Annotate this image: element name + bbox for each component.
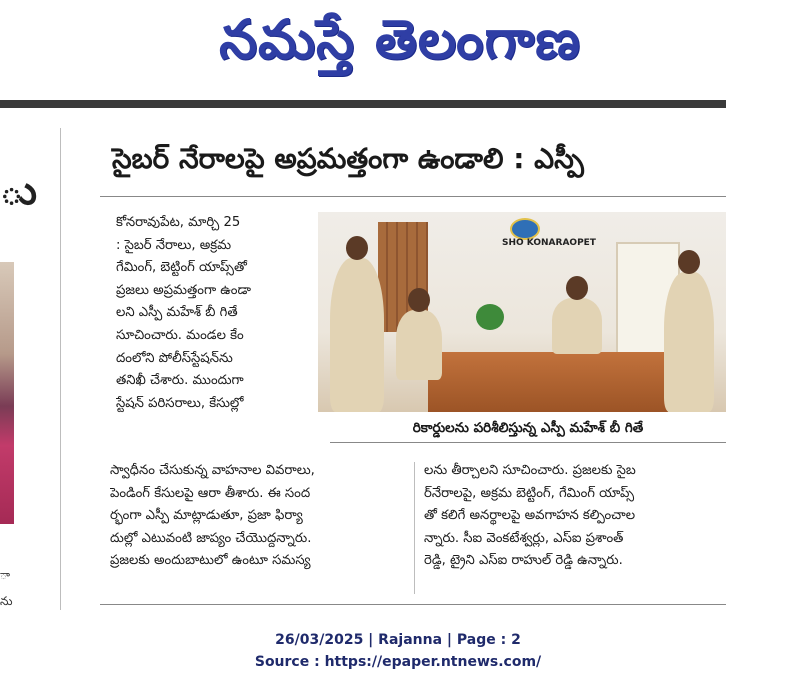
article-headline: సైబర్ నేరాలపై అప్రమత్తంగా ఉండాలి : ఎస్పీ [112, 142, 584, 175]
photo-sign-text: SHO KONARAOPET [502, 238, 596, 248]
column-divider [60, 128, 61, 610]
left-cropped-photo [0, 262, 14, 524]
headline-rule [100, 196, 726, 197]
text-line: ర్‌నేరాలపై, అక్రమ బెట్టింగ్, గేమింగ్ యాప్స్ [424, 485, 635, 501]
left-cropped-text-2: ను [0, 594, 13, 608]
photo-officer-seated-left [396, 310, 442, 380]
footer-source [0, 654, 796, 670]
text-line: దుల్లో ఎటువంటి జాప్యం చేయొద్దన్నారు. [110, 530, 312, 546]
photo-plant [476, 304, 504, 330]
photo-officer-seated-center [552, 298, 602, 354]
footer-source-link[interactable]: https://epaper.ntnews.com/ [324, 654, 542, 670]
footer-source-label: Source : [254, 654, 325, 670]
text-line: స్వాధీనం చేసుకున్న వాహనాల వివరాలు, [110, 463, 315, 478]
footer-date-edition: 26/03/2025 | Rajanna | Page : 2 [275, 632, 521, 648]
news-photo [318, 212, 726, 412]
left-cropped-text-1: ా [0, 568, 11, 582]
left-cropped-headline: ు [0, 168, 37, 214]
text-line: తో కలిగే అనర్థాలపై అవగాహన కల్పించాల [424, 508, 636, 524]
article-column-3 [424, 460, 724, 573]
article-column-1 [116, 212, 308, 415]
text-line: న్నారు. సీఐ వెంకటేశ్వర్లు, ఎస్ఐ ప్రశాంత్ [424, 530, 624, 546]
article-column-2 [110, 460, 410, 573]
police-emblem-icon [510, 218, 540, 240]
masthead-rule [0, 100, 726, 108]
photo-caption: రికార్డులను పరిశీలిస్తున్న ఎస్పీ మహేశ్ బీ గితే [330, 416, 726, 443]
photo-officer-standing-right [664, 272, 714, 412]
text-line: : సైబర్ నేరాలు, అక్రమ [116, 237, 232, 253]
text-line: స్టేషన్ పరిసరాలు, కేసుల్లో [116, 395, 244, 411]
text-line: సూచించారు. మండల కేం [116, 327, 244, 343]
article-bottom-rule [100, 604, 726, 605]
text-line: కోనరావుపేట, మార్చి 25 [116, 215, 241, 230]
text-line: లని ఎస్పీ మహేశ్ బీ గితే [116, 305, 238, 321]
text-line: రెడ్డి, ట్రైని ఎస్ఐ రాహుల్ రెడ్డి ఉన్నారు. [424, 553, 623, 569]
photo-officer-standing-left [330, 258, 384, 412]
text-line: ప్రజలకు అందుబాటులో ఉంటూ సమస్య [110, 553, 311, 569]
photo-desk [428, 352, 668, 412]
column-divider-lower [414, 462, 415, 594]
text-line: తనిఖీ చేశారు. ముందుగా [116, 373, 244, 389]
text-line: ప్రజలు అప్రమత్తంగా ఉండా [116, 282, 251, 298]
masthead-logo: నమస్తే తెలంగాణ [219, 7, 581, 71]
text-line: లను తీర్చాలని సూచించారు. ప్రజలకు సైబ [424, 463, 636, 478]
text-line: ర్భంగా ఎస్పీ మాట్లాడుతూ, ప్రజా ఫిర్యా [110, 508, 303, 524]
text-line: పెండింగ్ కేసులపై ఆరా తీశారు. ఈ సంద [110, 485, 311, 501]
text-line: దంలోని పోలీస్‌స్టేషన్‌ను [116, 350, 233, 366]
text-line: గేమింగ్, బెట్టింగ్ యాప్స్‌తో [116, 260, 247, 276]
